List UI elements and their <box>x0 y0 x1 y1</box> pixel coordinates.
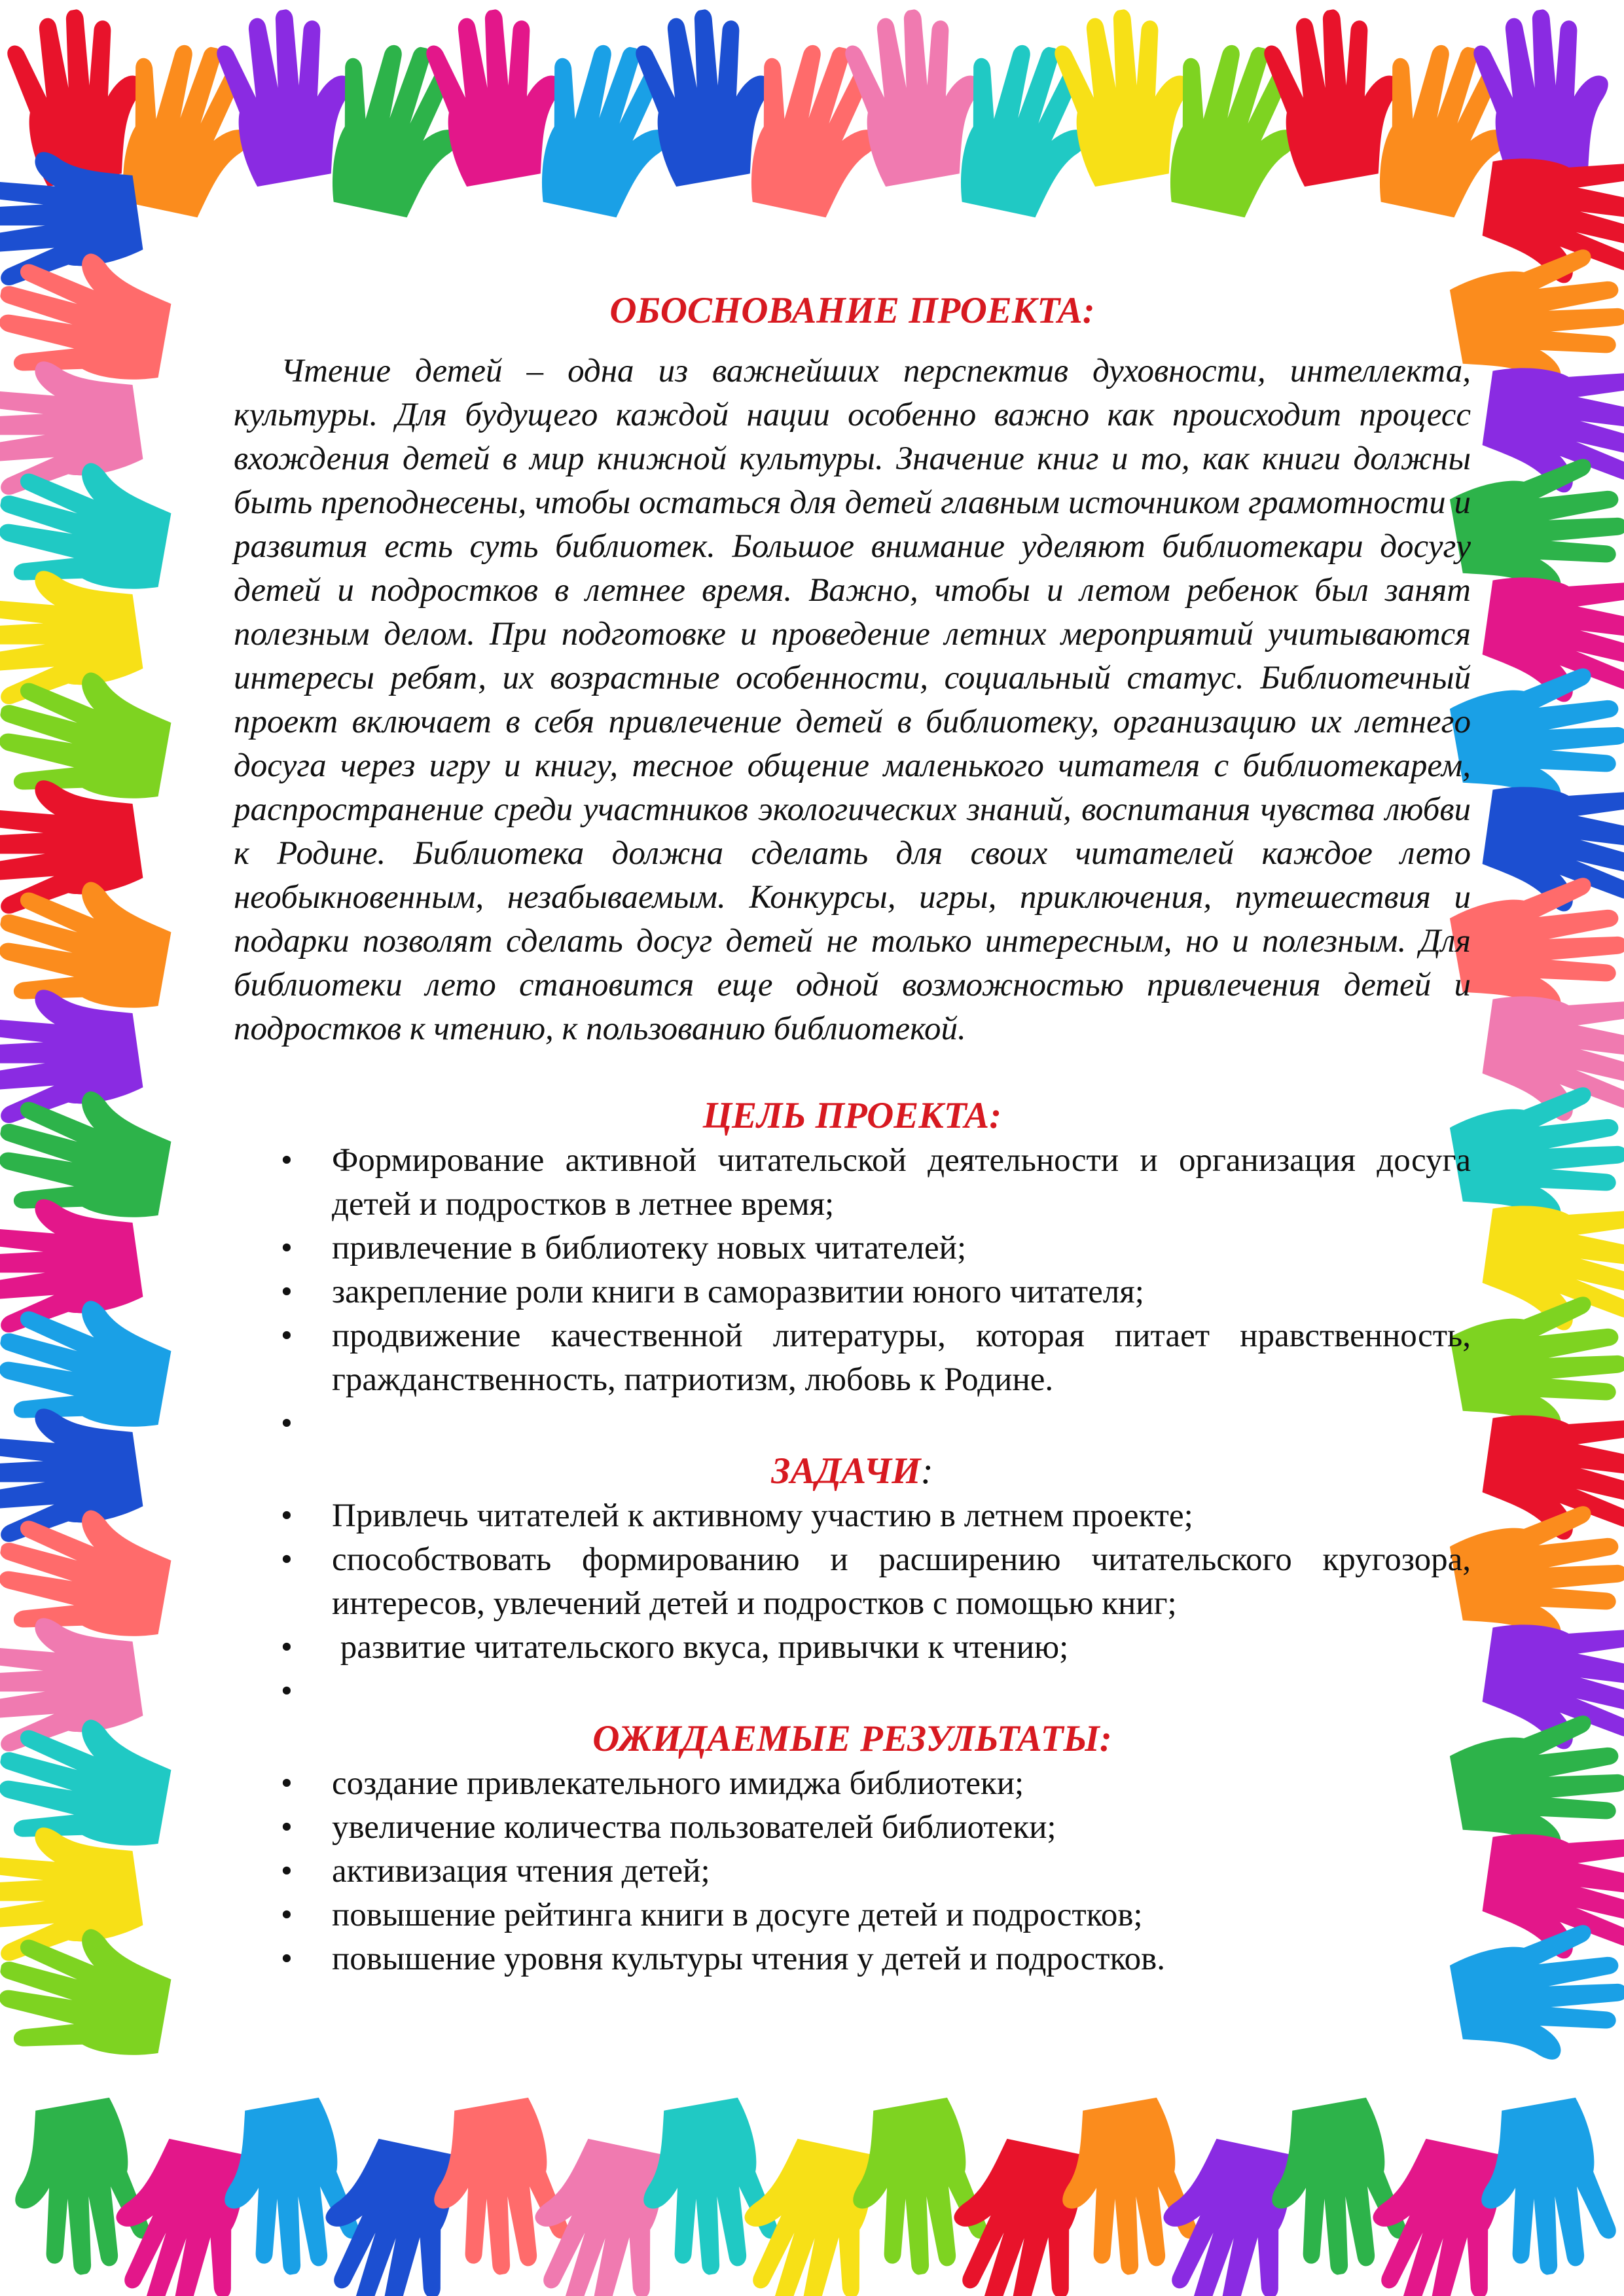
tasks-heading <box>234 1448 1471 1494</box>
hand-print-icon <box>629 2094 784 2284</box>
results-heading: ОЖИДАЕМЫЕ РЕЗУЛЬТАТЫ: <box>592 1718 1112 1759</box>
justification-heading: ОБОСНОВАНИЕ ПРОЕКТА: <box>609 290 1095 331</box>
tasks-heading-colon: : <box>920 1450 933 1492</box>
hand-print-icon <box>420 2094 575 2284</box>
result-item: • повышение уровня культуры чтения у детей и подростков. <box>234 1937 1471 1981</box>
task-item-empty <box>234 1670 1471 1713</box>
hand-print-icon <box>210 2094 365 2284</box>
result-item: • активизация чтения детей; <box>234 1850 1471 1893</box>
goal-item: • привлечение в библиотеку новых читателей; <box>234 1227 1471 1270</box>
document-body <box>234 288 1471 1981</box>
goal-item-empty <box>234 1402 1471 1446</box>
result-item: • повышение рейтинга книги в досуге детей и подростков; <box>234 1893 1471 1937</box>
justification-paragraph: Чтение детей – одна из важнейших перспектив духовности, интеллекта, культуры. Для будущего каждой нации особенно важно как происходит процесс вхождения детей в мир книжной культуры. Значение книг и то, как книги должны быть преподнесены, чтобы остаться для детей главным источником грамотности и развития есть суть библиотек. Большое внимание уделяют библиотекари досугу детей и подростков в летнее время. Важно, чтобы и летом ребенок был занят полезным делом. При подготовке и проведение летних мероприятий учитываются интересы ребят, их возрастные особенности, социальный статус. Библиотечный проект включает в себя привлечение детей в библиотеку, организацию их летнего досуга через игру и книгу, тесное общение маленького читателя с библиотекарем, распространение среди участников экологических знаний, воспитания чувства любви к Родине. Библиотека должна сделать для своих читателей каждое лето необыкновенным, незабываемым. Конкурсы, игры, приключения, путешествия и подарки позволят сделать досуг детей не только интересным, но и полезным. Для библиотеки лето становится еще одной возможностью привлечения детей и подростков к чтению, к пользованию библиотекой. <box>234 353 1471 1047</box>
tasks-list <box>234 1494 1471 1713</box>
result-item: • создание привлекательного имиджа библиотеки; <box>234 1762 1471 1806</box>
task-item: • способствовать формированию и расширению читательского кругозора, интересов, увлечений детей и подростков с помощью книг; <box>234 1538 1471 1626</box>
justification-text <box>234 350 1471 1051</box>
hand-print-icon <box>839 2094 994 2284</box>
goal-list <box>234 1139 1471 1446</box>
goal-item: • закрепление роли книги в саморазвитии юного читателя; <box>234 1270 1471 1314</box>
hand-print-icon <box>1048 2094 1203 2284</box>
hand-print-icon <box>1 2094 156 2284</box>
hand-print-icon <box>1257 2094 1413 2284</box>
hand-print-icon <box>1467 2094 1622 2284</box>
goal-item: • Формирование активной читательской деятельности и организация досуга детей и подростков в летнее время; <box>234 1139 1471 1227</box>
results-list <box>234 1762 1471 1981</box>
hand-print-icon <box>1447 1920 1624 2075</box>
tasks-heading-text: ЗАДАЧИ <box>771 1450 921 1492</box>
task-item: • Привлечь читателей к активному участию в летнем проекте; <box>234 1494 1471 1538</box>
result-item: • увеличение количества пользователей библиотеки; <box>234 1806 1471 1850</box>
goal-heading: ЦЕЛЬ ПРОЕКТА: <box>702 1095 1002 1136</box>
task-item: • развитие читательского вкуса, привычки к чтению; <box>234 1626 1471 1670</box>
goal-item: • продвижение качественной литературы, которая питает нравственность, гражданственность, патриотизм, любовь к Родине. <box>234 1314 1471 1402</box>
